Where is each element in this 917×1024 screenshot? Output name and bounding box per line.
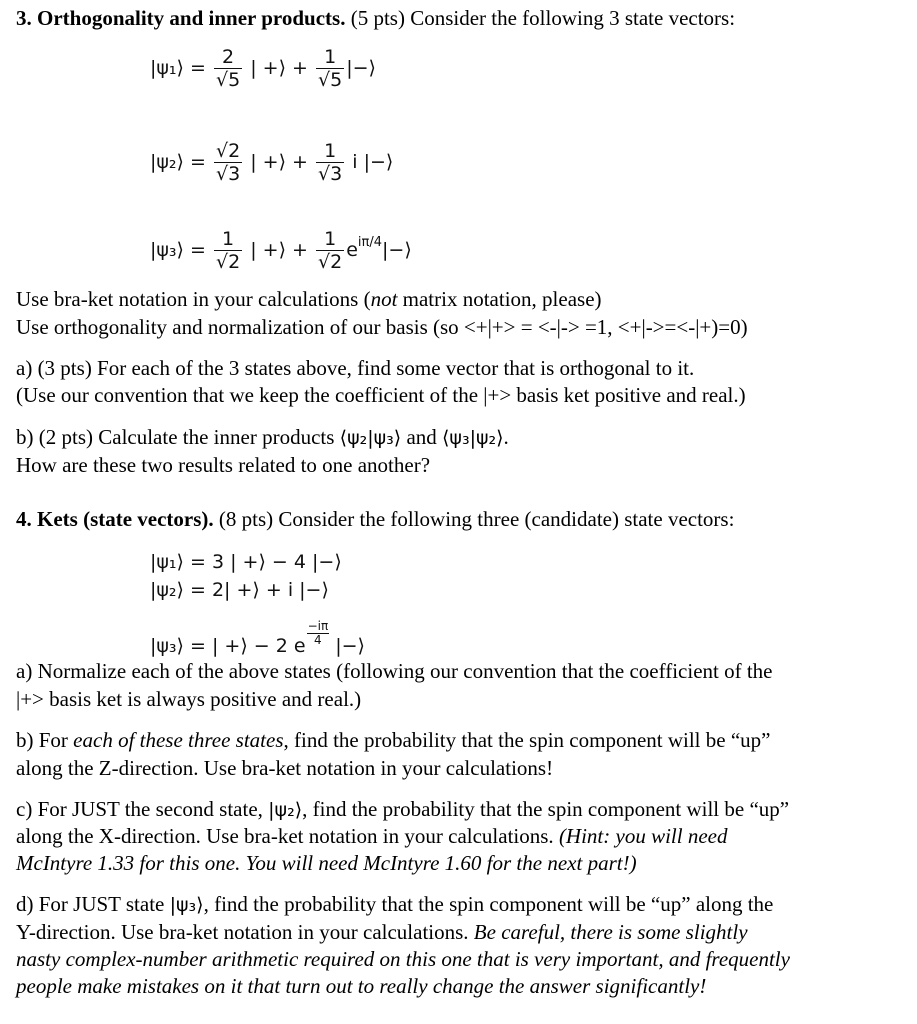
emphasis: each of these three states [73,728,284,752]
text: , find the probability that the spin component will be “up” along the [203,892,774,916]
fraction [214,228,242,273]
eq-text: |−⟩ [329,635,365,657]
ket-psi2: |ψ₂⟩ [268,799,303,821]
numerator: 1 [324,228,337,250]
p4-eq-psi1: |ψ₁⟩ = 3 | +⟩ − 4 |−⟩ [150,551,342,573]
exponent-numerator: −iπ [307,619,329,633]
ket-minus: |−⟩ [382,239,412,261]
denominator: √3 [318,163,343,185]
p4-part-b-line1 [16,726,770,754]
text: b) (2 pts) Calculate the inner products [16,425,340,449]
text: . [503,425,509,449]
text: along the X-direction. Use bra-ket notation in your calculations. [16,824,559,848]
ket-psi3: |ψ₃⟩ [169,894,204,916]
p3-part-b-line2: How are these two results related to one another? [16,453,431,477]
eq-text: |ψ₃⟩ = | +⟩ − 2 e [150,635,306,657]
text: , find the probability that the spin component will be “up” [283,728,771,752]
p4-part-c-line1 [16,795,789,824]
text: Y-direction. Use bra-ket notation in your calculations. [16,920,474,944]
eq-psi3 [150,228,412,273]
p4-part-a-line1: a) Normalize each of the above states (following our convention that the coefficient of the [16,659,773,683]
inner-product-23: ⟨ψ₂|ψ₃⟩ [339,427,402,449]
note-text-end: matrix notation, please) [397,287,602,311]
exponent: iπ/4 [357,235,383,250]
ket-minus: |−⟩ [346,57,376,79]
note-braket [16,285,602,313]
fraction [316,140,344,185]
numerator: 2 [222,46,235,68]
problem-3-intro: (5 pts) Consider the following 3 state vectors: [345,6,736,30]
numerator: 1 [222,228,235,250]
p4-part-c-line3: McIntyre 1.33 for this one. You will need McIntyre 1.60 for the next part!) [16,851,637,875]
denominator: √3 [215,163,241,185]
problem-3-heading [16,4,735,32]
p4-part-b-line2: along the Z-direction. Use bra-ket notation in your calculations! [16,756,554,780]
fraction [316,228,344,273]
p3-part-a-line1: a) (3 pts) For each of the 3 states above, find some vector that is orthogonal to it. [16,356,695,380]
fraction [214,46,242,91]
problem-4-intro: (8 pts) Consider the following three (candidate) state vectors: [213,507,735,531]
ket-plus: | +⟩ + [250,151,308,173]
eq-psi2 [150,140,393,185]
p4-part-d-line2 [16,918,748,946]
numerator: 1 [324,140,337,162]
p4-part-d-line1 [16,890,773,919]
exponent-fraction [307,620,330,647]
hint: (Hint: you will need [558,824,728,848]
numerator: √2 [215,140,241,162]
problem-3-title: 3. Orthogonality and inner products. [16,6,346,30]
note-orthogonality: Use orthogonality and normalization of our basis (so <+|+> = <-|-> =1, <+|->=<-|+)=0) [16,315,748,339]
text: , find the probability that the spin component will be “up” [302,797,790,821]
p4-part-d-line4: people make mistakes on it that turn out to really change the answer significantly! [16,974,707,998]
exponent-denominator: 4 [314,633,322,647]
warning: Be careful, there is some slightly [473,920,748,944]
denominator: √2 [318,251,343,273]
inner-product-32: ⟨ψ₃|ψ₂⟩ [442,427,504,449]
note-emphasis: not [370,287,398,311]
numerator: 1 [324,46,337,68]
p4-part-d-line3: nasty complex-number arithmetic required on this one that is very important, and frequently [16,947,790,971]
p4-eq-psi2: |ψ₂⟩ = 2| +⟩ + i |−⟩ [150,579,329,601]
fraction [214,140,242,185]
p4-part-c-line2 [16,822,727,850]
ket-plus: | +⟩ + [250,57,308,79]
eq-lhs: |ψ₁⟩ = [150,57,206,79]
p3-part-a-line2: (Use our convention that we keep the coefficient of the |+> basis ket positive and real.) [16,383,746,407]
eq-lhs: |ψ₂⟩ = [150,151,206,173]
ket-minus: i |−⟩ [352,151,394,173]
text: c) For JUST the second state, [16,797,269,821]
text: b) For [16,728,74,752]
text: d) For JUST state [16,892,170,916]
problem-4-title: 4. Kets (state vectors). [16,507,214,531]
exp-base: e [346,239,358,261]
eq-lhs: |ψ₃⟩ = [150,239,206,261]
eq-psi1 [150,46,376,91]
note-text: Use bra-ket notation in your calculations ( [16,287,371,311]
denominator: √5 [215,69,241,91]
ket-plus: | +⟩ + [250,239,308,261]
problem-4-heading [16,505,734,533]
fraction [316,46,344,91]
text: and [401,425,443,449]
denominator: √5 [318,69,343,91]
denominator: √2 [215,251,241,273]
p4-part-a-line2: |+> basis ket is always positive and real.) [16,687,362,711]
p4-eq-psi3 [150,620,365,660]
p3-part-b-line1 [16,423,509,452]
